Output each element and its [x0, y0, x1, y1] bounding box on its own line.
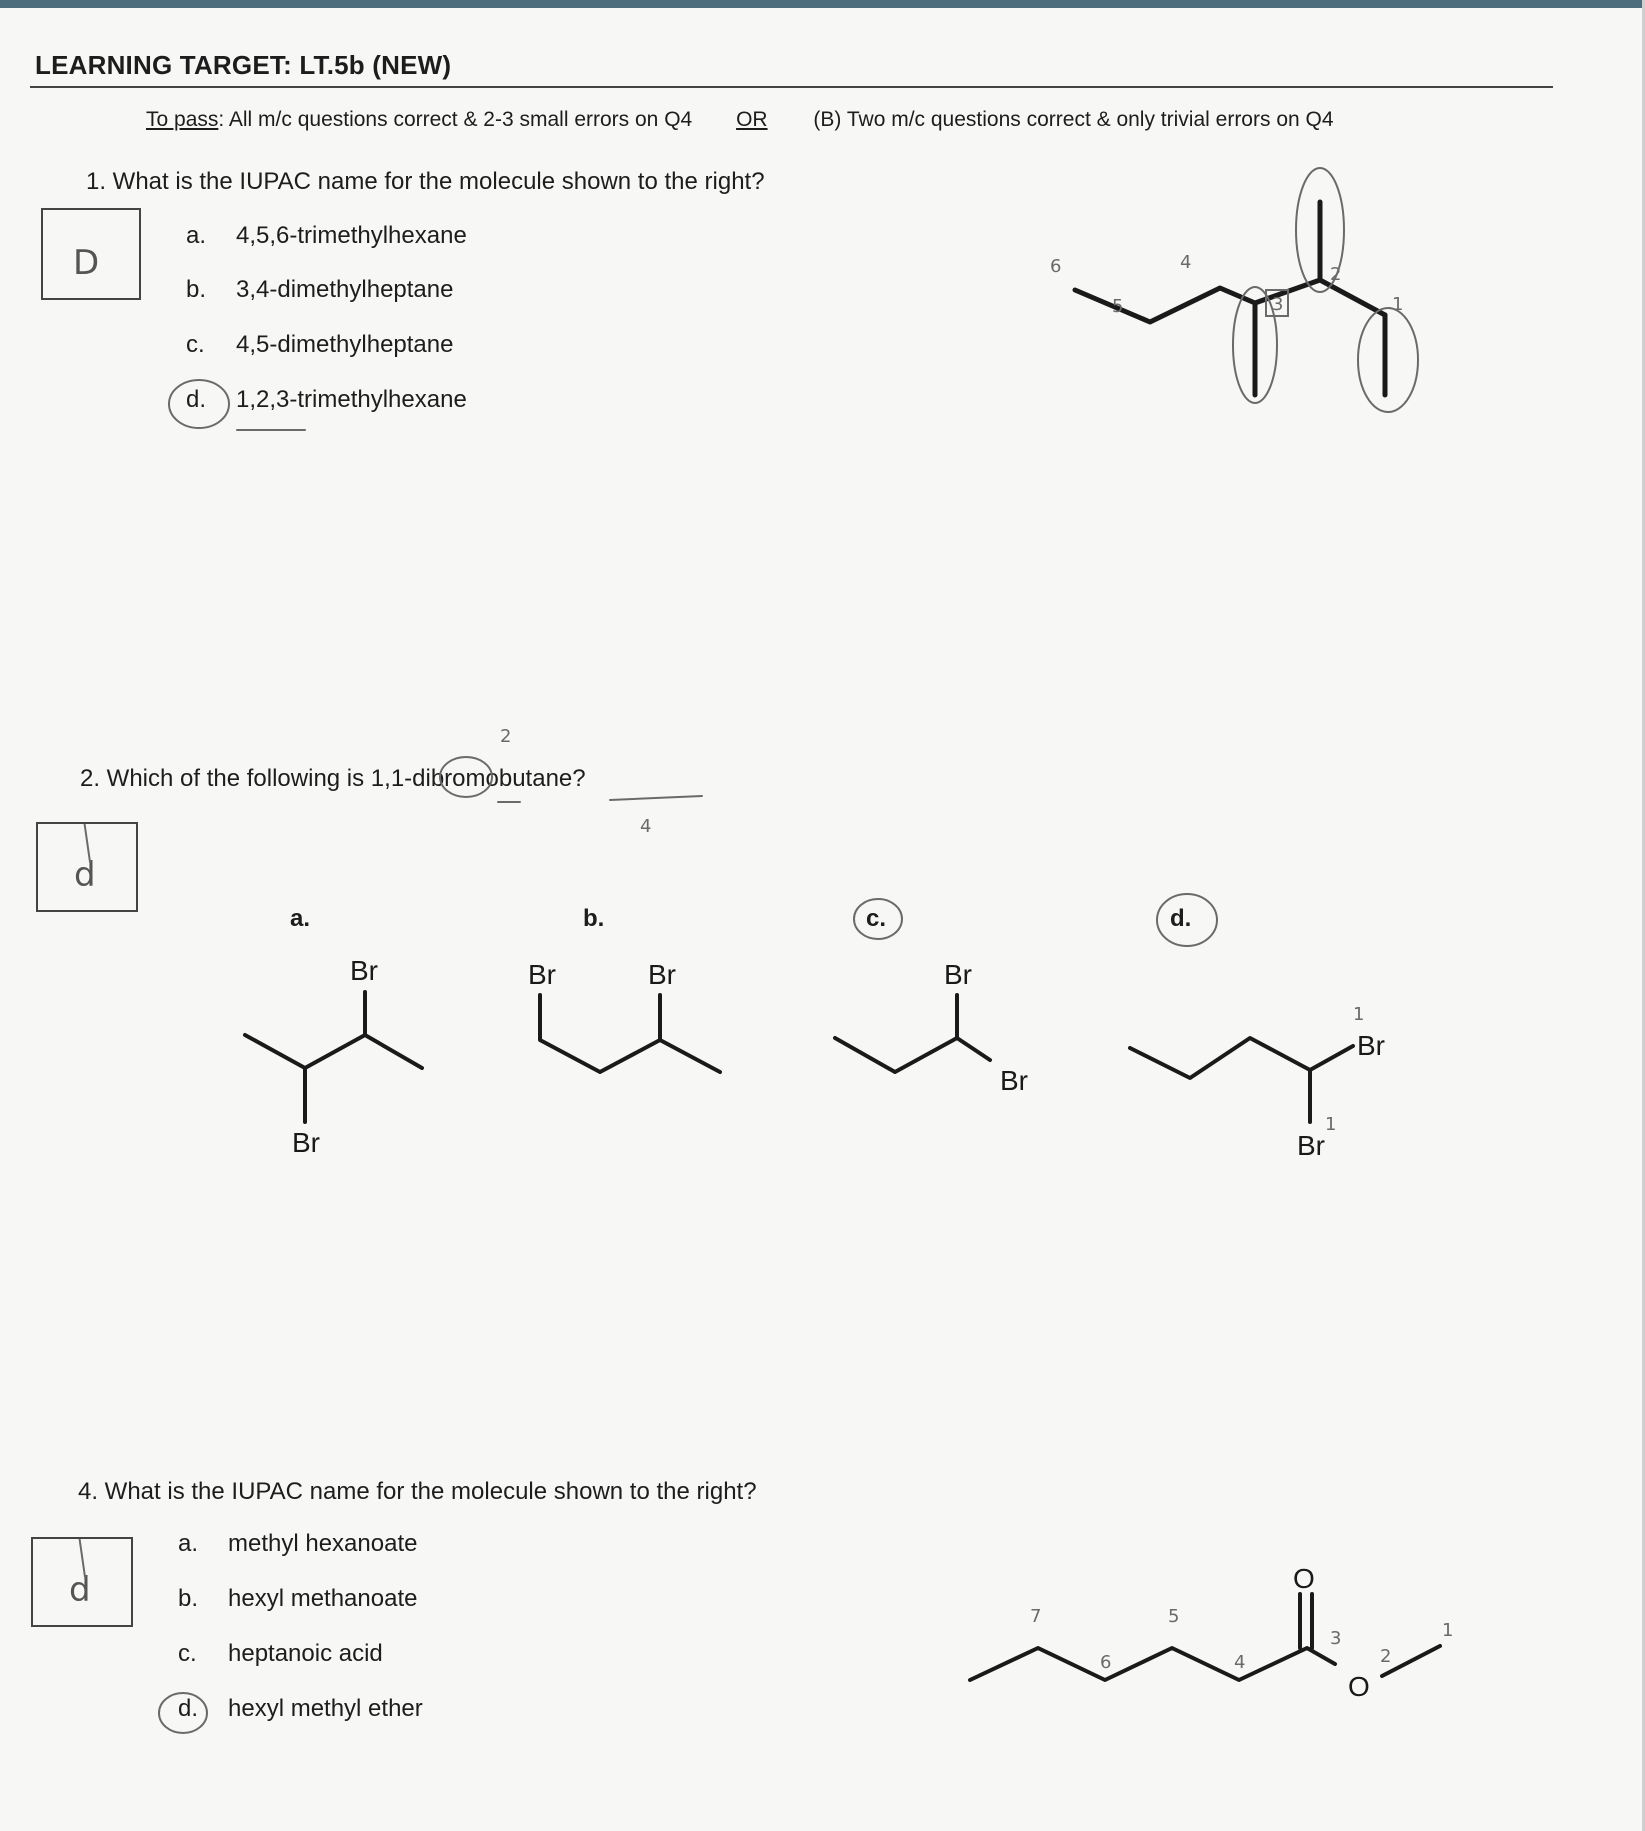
- q2-structure-d: [1125, 990, 1415, 1170]
- svg-text:Br: Br: [944, 959, 972, 990]
- q1-choice-a[interactable]: a. 4,5,6-trimethylhexane: [186, 222, 467, 249]
- svg-text:Br: Br: [648, 959, 676, 990]
- svg-text:1: 1: [1325, 1114, 1337, 1135]
- svg-text:2: 2: [1380, 1646, 1392, 1667]
- q4-choice-d-circle: [155, 1690, 215, 1740]
- svg-text:1: 1: [1392, 294, 1404, 315]
- svg-text:O: O: [1293, 1563, 1315, 1594]
- q1-hand-circles: [1233, 168, 1418, 412]
- pass-or: OR: [736, 108, 768, 131]
- pass-alt: (B) Two m/c questions correct & only trivial errors on Q4: [813, 108, 1334, 131]
- q1-choice-d-circle: [165, 378, 365, 438]
- svg-text:3: 3: [1330, 1628, 1342, 1649]
- q1-answer-box[interactable]: [41, 208, 141, 300]
- q4-choice-a[interactable]: a. methyl hexanoate: [178, 1530, 418, 1557]
- q2-option-c-label[interactable]: c.: [866, 905, 887, 932]
- q2-answer-handwriting: [38, 824, 136, 910]
- svg-text:6: 6: [1050, 256, 1062, 277]
- pass-text: : All m/c questions correct & 2-3 small errors on Q4: [218, 108, 693, 131]
- q2-option-b-label[interactable]: b.: [583, 905, 605, 932]
- q2-question: 2. Which of the following is 1,1-dibromobutane?: [80, 765, 586, 792]
- q4-carbon-numbers: [1030, 1606, 1453, 1673]
- svg-text:Br: Br: [350, 955, 378, 986]
- svg-text:d: d: [69, 1570, 91, 1610]
- q4-choice-d[interactable]: d. hexyl methyl ether: [178, 1695, 423, 1722]
- q2-option-c-circle: [850, 895, 910, 945]
- svg-text:4: 4: [1234, 1652, 1246, 1673]
- pass-label: To pass: [146, 108, 219, 131]
- svg-text:Br: Br: [1000, 1065, 1028, 1096]
- svg-text:4: 4: [640, 816, 652, 837]
- q2-structure-b: [520, 950, 750, 1090]
- q4-choice-c[interactable]: c. heptanoic acid: [178, 1640, 383, 1667]
- q1-molecule: [1030, 150, 1460, 410]
- q2-option-a-label[interactable]: a.: [290, 905, 311, 932]
- pass-criteria: [146, 108, 1334, 132]
- svg-text:2: 2: [1330, 264, 1342, 285]
- svg-text:4: 4: [1180, 252, 1192, 273]
- q1-choice-b[interactable]: b. 3,4-dimethylheptane: [186, 276, 454, 303]
- svg-text:5: 5: [1168, 1606, 1180, 1627]
- q2-option-d-label[interactable]: d.: [1170, 905, 1192, 932]
- svg-text:6: 6: [1100, 1652, 1112, 1673]
- q2-answer-box[interactable]: [36, 822, 138, 912]
- q4-answer-handwriting: [33, 1539, 131, 1625]
- svg-text:Br: Br: [1357, 1030, 1385, 1061]
- svg-text:Br: Br: [1297, 1130, 1325, 1161]
- q4-answer-box[interactable]: [31, 1537, 133, 1627]
- q2-structure-a: [240, 950, 440, 1170]
- q4-question: 4. What is the IUPAC name for the molecule shown to the right?: [78, 1478, 757, 1505]
- q1-answer-handwriting: [43, 210, 139, 298]
- q1-choice-c[interactable]: c. 4,5-dimethylheptane: [186, 331, 454, 358]
- svg-text:Br: Br: [528, 959, 556, 990]
- svg-text:5: 5: [1112, 296, 1124, 317]
- svg-text:Br: Br: [292, 1127, 320, 1158]
- heading-divider: [30, 86, 1553, 88]
- q1-carbon-numbers: [1050, 252, 1403, 317]
- q2-option-d-circle: [1155, 890, 1225, 950]
- q1-choice-d[interactable]: d. 1,2,3-trimethylhexane: [186, 386, 467, 413]
- svg-text:3: 3: [1272, 294, 1284, 315]
- svg-text:7: 7: [1030, 1606, 1042, 1627]
- svg-text:2: 2: [500, 726, 512, 747]
- svg-text:d: d: [74, 855, 96, 895]
- q2-structure-c: [830, 950, 1050, 1110]
- q1-question: 1. What is the IUPAC name for the molecule shown to the right?: [86, 168, 765, 195]
- svg-text:1: 1: [1353, 1004, 1365, 1025]
- q4-choice-b[interactable]: b. hexyl methanoate: [178, 1585, 418, 1612]
- svg-text:O: O: [1348, 1671, 1370, 1702]
- q4-molecule: [950, 1550, 1470, 1730]
- learning-target-heading: LEARNING TARGET: LT.5b (NEW): [35, 50, 452, 80]
- q2-question-marks: [420, 720, 720, 840]
- svg-text:1: 1: [1442, 1620, 1454, 1641]
- svg-text:D: D: [73, 243, 100, 283]
- top-border-rule: [0, 0, 1645, 8]
